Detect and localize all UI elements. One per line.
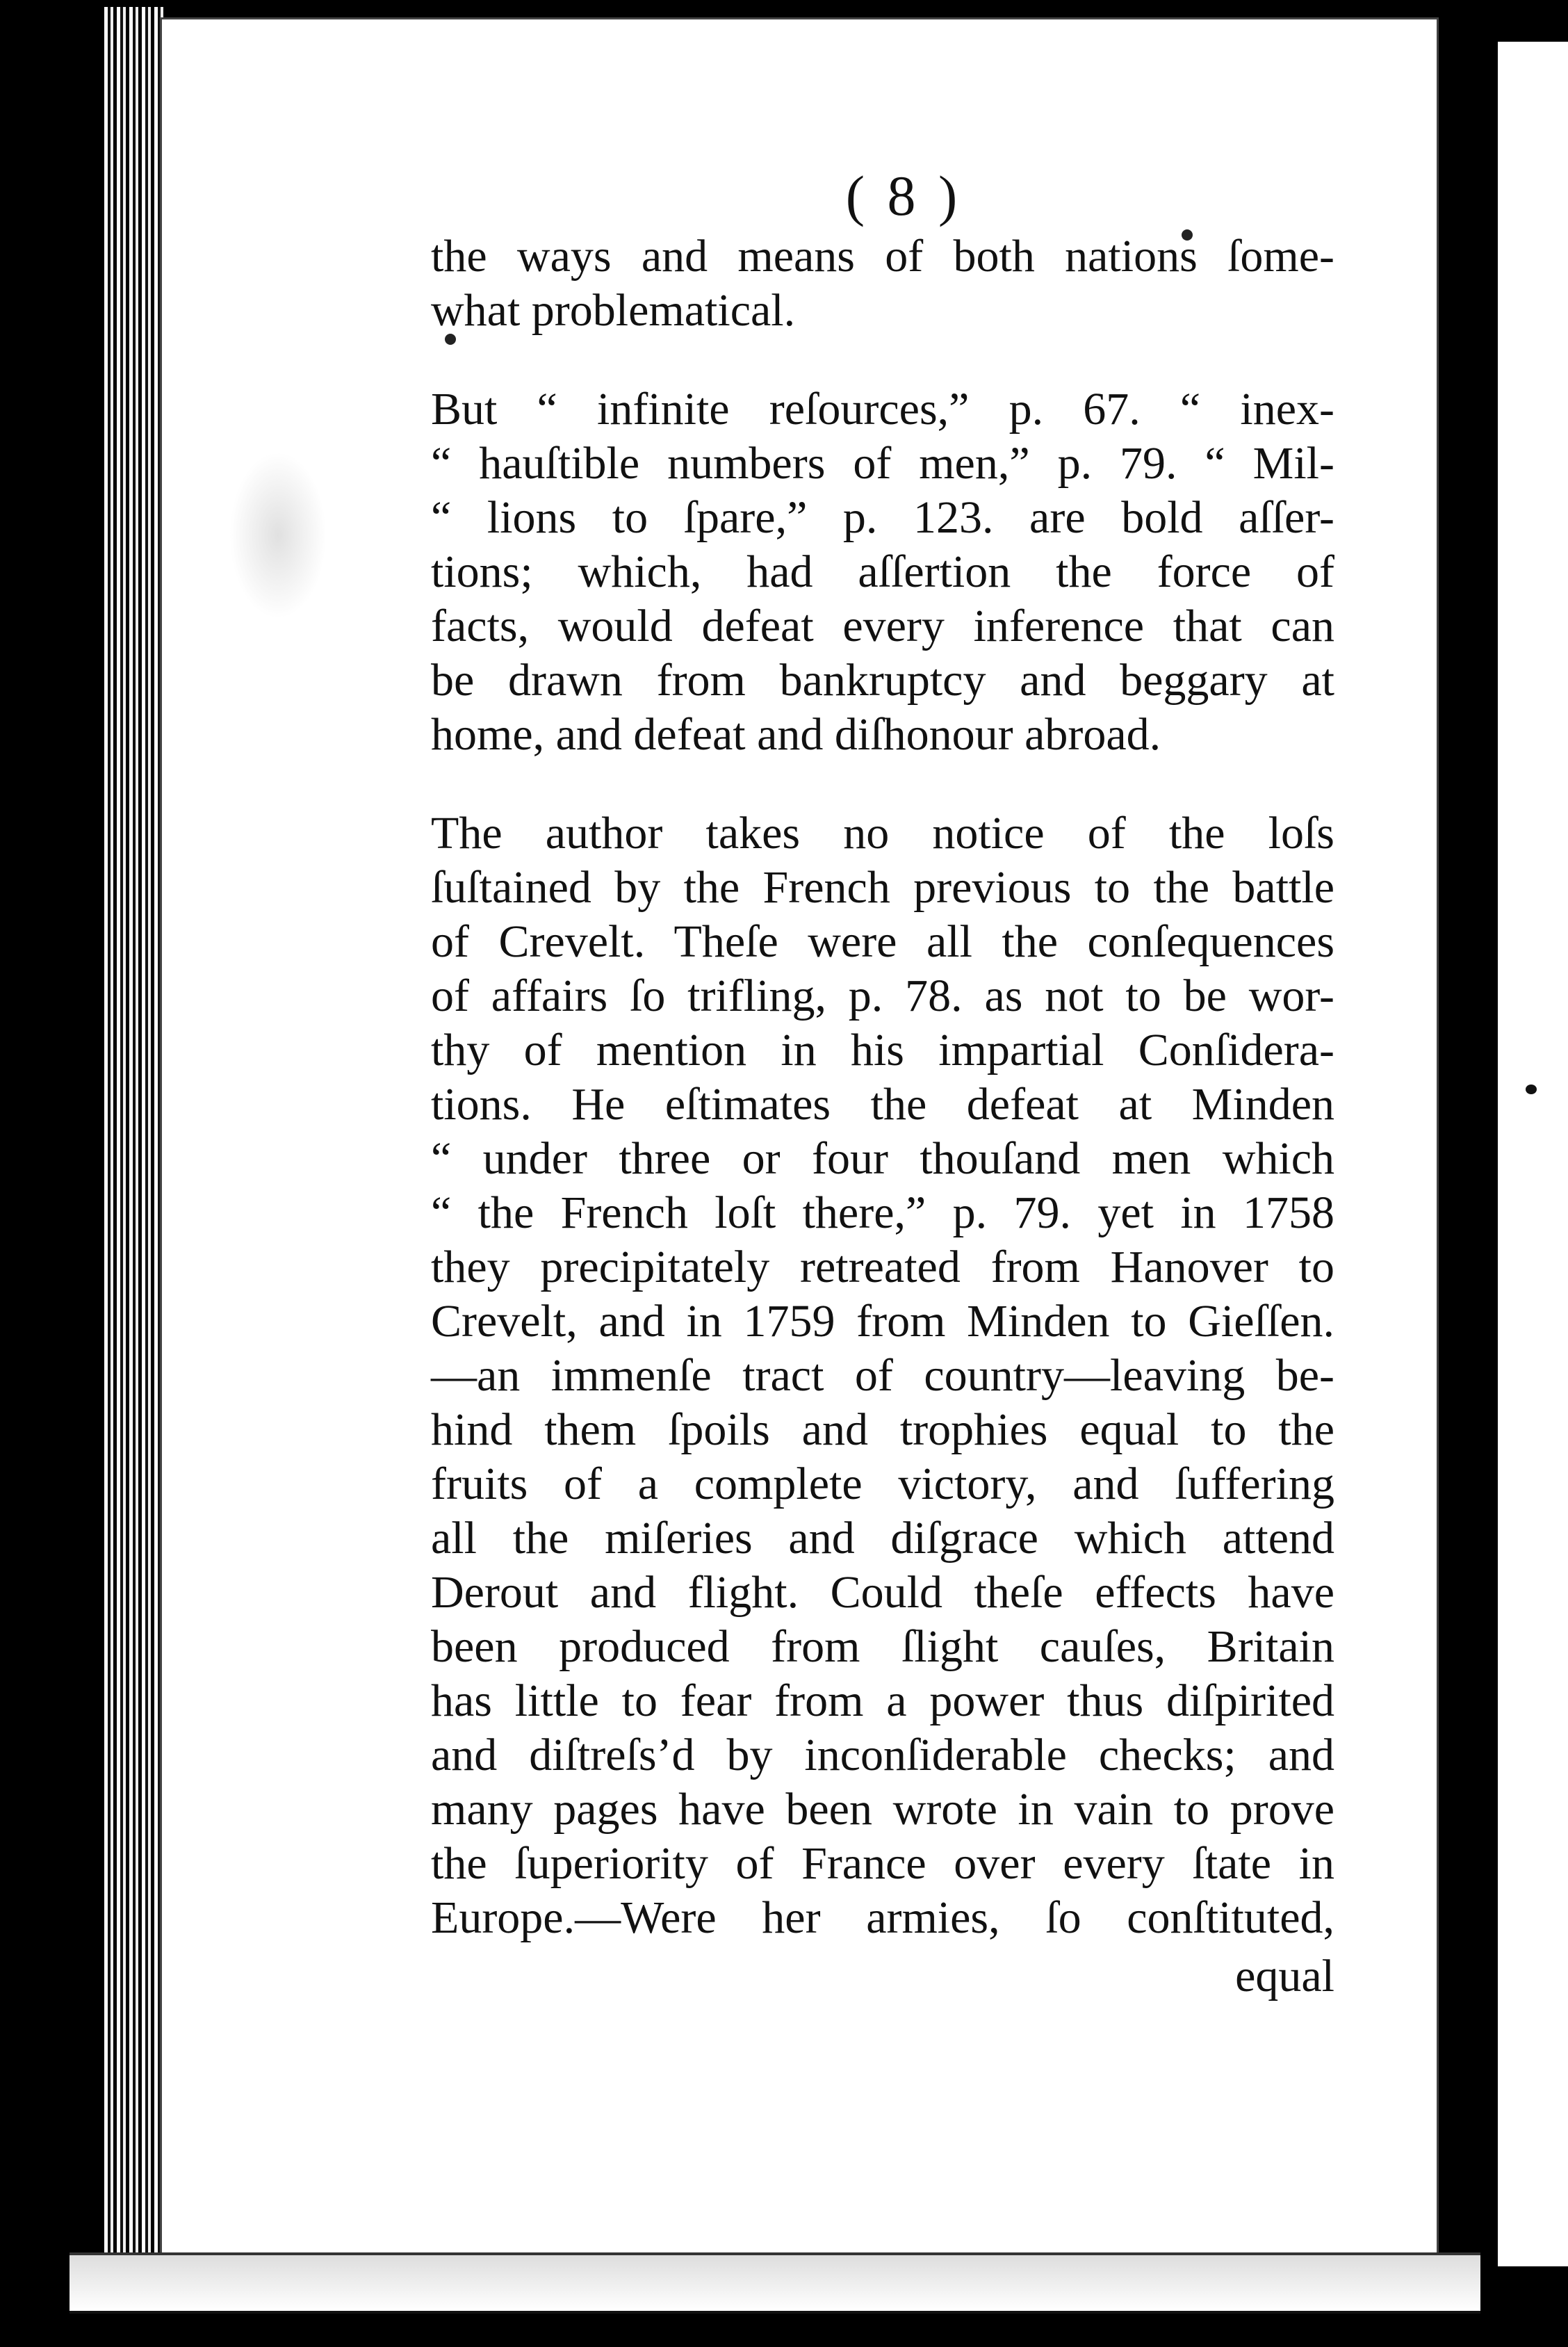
text-line: home, and defeat and diſhonour abroad.	[431, 709, 1161, 760]
text-line: “ lions to ſpare,” p. 123. are bold aſſer-	[431, 492, 1334, 543]
text-line: —an immenſe tract of country—leaving be-	[431, 1350, 1334, 1401]
text-line: tions; which, had aſſertion the force of	[431, 546, 1334, 597]
text-line: they precipitately retreated from Hanover to	[431, 1242, 1334, 1292]
text-line: fruits of a complete victory, and ſuffering	[431, 1459, 1334, 1509]
book-edge	[104, 7, 167, 2259]
text-line: ſuſtained by the French previous to the battle	[431, 862, 1334, 913]
text-line: and diſtreſs’d by inconſiderable checks; and	[431, 1730, 1334, 1780]
text-line: be drawn from bankruptcy and beggary at	[431, 655, 1334, 706]
text-line: hind them ſpoils and trophies equal to the	[431, 1404, 1334, 1455]
text-line: many pages have been wrote in vain to prove	[431, 1784, 1334, 1835]
text-line: the ſuperiority of France over every ſtate in	[431, 1838, 1334, 1889]
text-line: tions. He eſtimates the defeat at Minden	[431, 1079, 1334, 1130]
text-line: facts, would defeat every inference that can	[431, 601, 1334, 651]
text-line: Crevelt, and in 1759 from Minden to Gieſſen.	[431, 1296, 1334, 1347]
text-line: all the miſeries and diſgrace which attend	[431, 1513, 1334, 1564]
text-line: “ the French loſt there,” p. 79. yet in 1758	[431, 1187, 1334, 1238]
text-line: the ways and means of both nations ſome-	[431, 231, 1334, 282]
page-number: ( 8 )	[845, 164, 962, 227]
text-line: been produced from ſlight cauſes, Britain	[431, 1621, 1334, 1672]
text-line: The author takes no notice of the loſs	[431, 808, 1334, 859]
catchword: equal	[1235, 1951, 1334, 2001]
text-line: Derout and flight. Could theſe effects have	[431, 1567, 1334, 1618]
page-smudge	[229, 452, 327, 619]
page-text	[431, 229, 1334, 2004]
paragraph-gap	[431, 762, 1334, 806]
text-line: But “ infinite reſources,” p. 67. “ inex-	[431, 384, 1334, 435]
text-line: “ under three or four thouſand men which	[431, 1133, 1334, 1184]
facing-page-edge	[1491, 42, 1568, 2266]
text-line: of Crevelt. Theſe were all the conſequences	[431, 916, 1334, 967]
text-line: Europe.—Were her armies, ſo conſtituted,	[431, 1892, 1334, 1943]
paragraph-gap	[431, 338, 1334, 382]
text-line: has little to fear from a power thus diſpirited	[431, 1675, 1334, 1726]
text-line: “ hauſtible numbers of men,” p. 79. “ Mil-	[431, 438, 1334, 489]
ink-speck	[1526, 1085, 1537, 1094]
page-bottom-edge	[70, 2252, 1480, 2314]
text-line: thy of mention in his impartial Conſidera-	[431, 1025, 1334, 1075]
text-line: of affairs ſo trifling, p. 78. as not to be wor-	[431, 971, 1334, 1021]
text-line: what problematical.	[431, 285, 796, 336]
